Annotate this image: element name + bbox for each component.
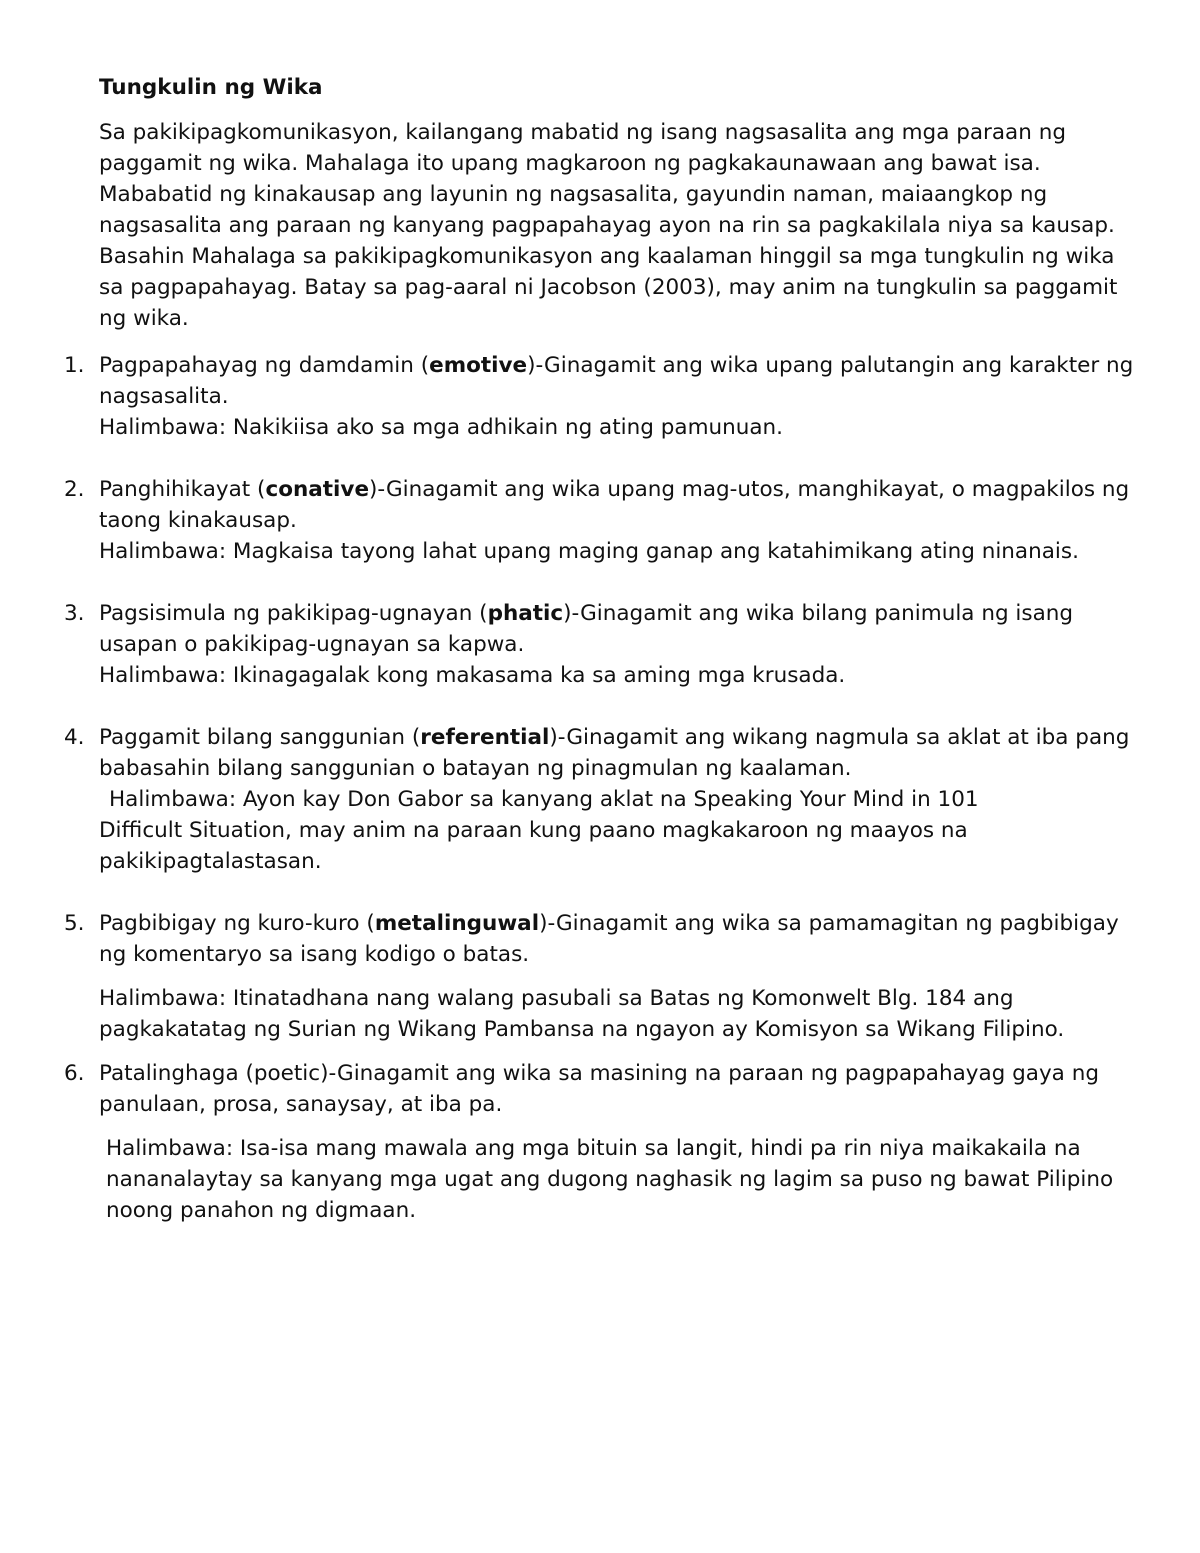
item-definition bbox=[99, 722, 1139, 784]
item-definition bbox=[99, 474, 1139, 536]
document-title: Tungkulin ng Wika bbox=[99, 75, 323, 100]
item-example-continued: Difficult Situation, may anim na paraan kung paano magkakaroon ng maayos na pakikipagtalastasan. bbox=[99, 818, 968, 874]
list-item-referential bbox=[0, 722, 1139, 877]
item-example: Halimbawa: Isa-isa mang mawala ang mga bituin sa langit, hindi pa rin niya maikakaila na nananalaytay sa kanyang mga ugat ang dugong naghasik ng lagim sa puso ng bawat Pilipino noong panahon ng digmaan. bbox=[106, 1136, 1114, 1223]
item-number: 5. bbox=[64, 911, 85, 936]
item-description: -Ginagamit ang wika sa masining na paraan ng pagpapahayag gaya ng panulaan, prosa, sanaysay, at iba pa. bbox=[99, 1061, 1099, 1117]
item-number: 2. bbox=[64, 477, 85, 502]
item-number: 6. bbox=[64, 1061, 85, 1086]
item-example: Halimbawa: Itinatadhana nang walang pasubali sa Batas ng Komonwelt Blg. 184 ang pagkakatatag ng Surian ng Wikang Pambansa na ngayon ay Komisyon sa Wikang Filipino. bbox=[99, 986, 1065, 1042]
item-example: Halimbawa: Ikinagagalak kong makasama ka sa aming mga krusada. bbox=[99, 663, 846, 688]
list-item-conative bbox=[0, 474, 1139, 567]
list-item-poetic bbox=[0, 1058, 1139, 1226]
item-description: )-Ginagamit ang wika upang palutangin ang karakter ng nagsasalita. bbox=[99, 353, 1134, 409]
item-example: Halimbawa: Magkaisa tayong lahat upang maging ganap ang katahimikang ating ninanais. bbox=[99, 539, 1079, 564]
item-name: Paggamit bilang sanggunian ( bbox=[99, 725, 421, 750]
item-number: 4. bbox=[64, 725, 85, 750]
functions-list bbox=[0, 350, 1200, 1226]
item-name: Pagsisimula ng pakikipag-ugnayan ( bbox=[99, 601, 488, 626]
item-term: emotive bbox=[429, 353, 528, 378]
item-number: 1. bbox=[64, 353, 85, 378]
item-definition bbox=[99, 1058, 1139, 1120]
item-example: Halimbawa: Ayon kay Don Gabor sa kanyang aklat na Speaking Your Mind in 101 bbox=[109, 787, 979, 812]
item-description: )-Ginagamit ang wikang nagmula sa aklat at iba pang babasahin bilang sanggunian o batayan ng pinagmulan ng kaalaman. bbox=[99, 725, 1130, 781]
item-definition bbox=[99, 908, 1139, 970]
item-term: metalinguwal bbox=[374, 911, 540, 936]
list-item-phatic bbox=[0, 598, 1139, 691]
item-name: Pagpapahayag ng damdamin ( bbox=[99, 353, 430, 378]
item-number: 3. bbox=[64, 601, 85, 626]
list-item-emotive bbox=[0, 350, 1139, 443]
item-description: )-Ginagamit ang wika upang mag-utos, manghikayat, o magpakilos ng taong kinakausap. bbox=[99, 477, 1130, 533]
item-definition bbox=[99, 350, 1139, 412]
item-term: referential bbox=[420, 725, 550, 750]
item-term: phatic bbox=[487, 601, 564, 626]
item-name: Pagbibigay ng kuro-kuro ( bbox=[99, 911, 375, 936]
list-item-metalinguwal bbox=[0, 908, 1139, 1045]
item-description: )-Ginagamit ang wika bilang panimula ng isang usapan o pakikipag-ugnayan sa kapwa. bbox=[99, 601, 1074, 657]
item-description: )-Ginagamit ang wika sa pamamagitan ng pagbibigay ng komentaryo sa isang kodigo o batas. bbox=[99, 911, 1119, 967]
item-example: Halimbawa: Nakikiisa ako sa mga adhikain ng ating pamunuan. bbox=[99, 415, 784, 440]
item-definition bbox=[99, 598, 1139, 660]
item-name: Patalinghaga (poetic) bbox=[99, 1061, 329, 1086]
item-term: conative bbox=[265, 477, 370, 502]
intro-paragraph: Sa pakikipagkomunikasyon, kailangang mabatid ng isang nagsasalita ang mga paraan ng paggamit ng wika. Mahalaga ito upang magkaroon ng pagkakaunawaan ang bawat isa. Mababatid ng kinakausap ang layunin ng nagsasalita, gayundin naman, maiaangkop ng nagsasalita ang paraan ng kanyang pagpapahayag ayon na rin sa pagkakilala niya sa kausap. Basahin Mahalaga sa pakikipagkomunikasyon ang kaalaman hinggil sa mga tungkulin ng wika sa pagpapahayag. Batay sa pag-aaral ni Jacobson (2003), may anim na tungkulin sa paggamit ng wika. bbox=[99, 120, 1118, 331]
item-name: Panghihikayat ( bbox=[99, 477, 266, 502]
